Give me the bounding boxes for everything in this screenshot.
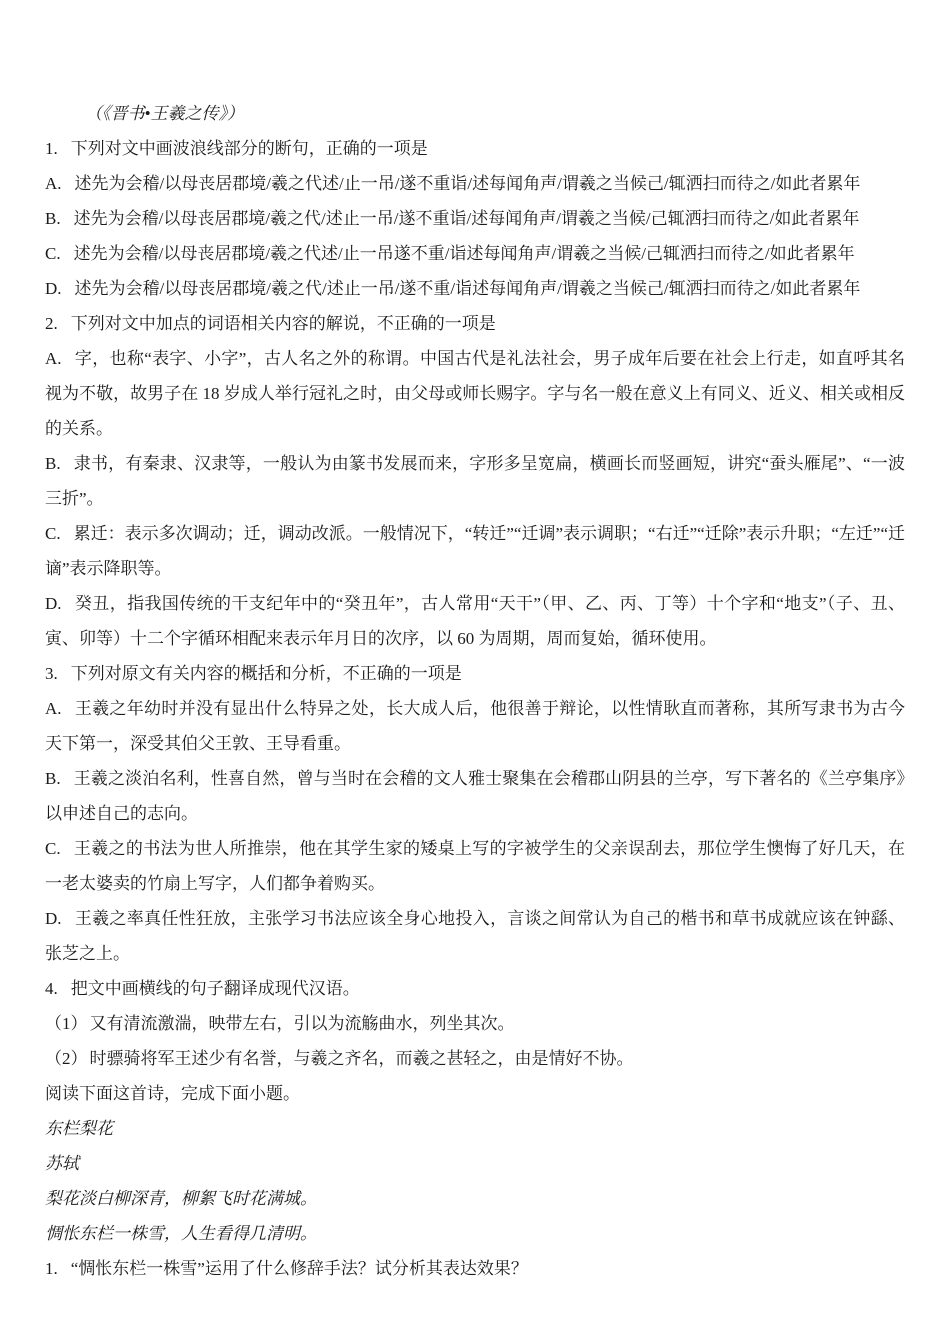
source-attribution-text: （《晋书•王羲之传》）	[85, 104, 244, 123]
q1-stem	[45, 131, 905, 166]
poem-question	[45, 1251, 905, 1286]
q1-option-d-label: D.	[45, 279, 62, 298]
poem-author-text: 苏轼	[45, 1154, 79, 1173]
q1-stem-text: 下列对文中画波浪线部分的断句，正确的一项是	[70, 139, 428, 158]
q3-stem	[45, 656, 905, 691]
q3-option-b	[45, 761, 905, 831]
q3-option-b-text: 王羲之淡泊名利，性喜自然，曾与当时在会稽的文人雅士聚集在会稽郡山阴县的兰亭，写下著名的《兰亭集序》以申述自己的志向。	[45, 769, 905, 823]
q1-option-a-text: 述先为会稽/以母丧居郡境/羲之代述/止一吊/遂不重诣/述每闻角声/谓羲之当候己/辄洒扫而待之/如此者累年	[74, 174, 861, 193]
q4-item-2	[45, 1041, 905, 1076]
q1-option-b-label: B.	[45, 209, 61, 228]
q2-stem-text: 下列对文中加点的词语相关内容的解说，不正确的一项是	[70, 314, 496, 333]
poem-author	[45, 1146, 905, 1181]
q4-item-2-label: （2）	[45, 1049, 88, 1068]
q4-item-1-text: 又有清流激湍，映带左右，引以为流觞曲水，列坐其次。	[89, 1014, 515, 1033]
q4-item-1	[45, 1006, 905, 1041]
q4-item-2-text: 时骠骑将军王述少有名誉，与羲之齐名，而羲之甚轻之，由是情好不协。	[89, 1049, 634, 1068]
q2-option-d	[45, 586, 905, 656]
q2-option-d-text: 癸丑，指我国传统的干支纪年中的“癸丑年”，古人常用“天干”（甲、乙、丙、丁等）十个字和“地支”（子、丑、寅、卯等）十二个字循环相配来表示年月日的次序，以 60 为周期，周而复始，循环使用。	[45, 594, 905, 648]
q2-stem	[45, 306, 905, 341]
q1-option-c	[45, 236, 905, 271]
q3-option-a-text: 王羲之年幼时并没有显出什么特异之处，长大成人后，他很善于辩论，以性情耿直而著称，其所写隶书为古今天下第一，深受其伯父王敦、王导看重。	[45, 699, 905, 753]
q2-number: 2.	[45, 314, 58, 333]
q3-option-c-text: 王羲之的书法为世人所推崇，他在其学生家的矮桌上写的字被学生的父亲误刮去，那位学生懊悔了好几天，在一老太婆卖的竹扇上写字，人们都争着购买。	[45, 839, 905, 893]
q2-option-b-text: 隶书，有秦隶、汉隶等，一般认为由篆书发展而来，字形多呈宽扁，横画长而竖画短，讲究“蚕头雁尾”、“一波三折”。	[45, 454, 905, 508]
q4-item-1-label: （1）	[45, 1014, 88, 1033]
q2-option-a	[45, 341, 905, 446]
q3-option-d-label: D.	[45, 909, 62, 928]
q3-stem-text: 下列对原文有关内容的概括和分析，不正确的一项是	[70, 664, 462, 683]
poem-title	[45, 1111, 905, 1146]
q4-stem-text: 把文中画横线的句子翻译成现代汉语。	[70, 979, 360, 998]
q3-option-d-text: 王羲之率真任性狂放，主张学习书法应该全身心地投入，言谈之间常认为自己的楷书和草书成就应该在钟繇、张芝之上。	[45, 909, 905, 963]
q1-option-c-text: 述先为会稽/以母丧居郡境/羲之代述/止一吊遂不重/诣述每闻角声/谓羲之当候/己辄洒扫而待之/如此者累年	[73, 244, 855, 263]
poem-question-number: 1.	[45, 1259, 58, 1278]
q3-option-b-label: B.	[45, 769, 61, 788]
q2-option-c	[45, 516, 905, 586]
q1-option-c-label: C.	[45, 244, 61, 263]
q2-option-b-label: B.	[45, 454, 61, 473]
q3-option-a	[45, 691, 905, 761]
poem-line-2	[45, 1216, 905, 1251]
q3-option-a-label: A.	[45, 699, 62, 718]
poem-line-1	[45, 1181, 905, 1216]
q3-option-c-label: C.	[45, 839, 61, 858]
q1-option-b	[45, 201, 905, 236]
q1-number: 1.	[45, 139, 58, 158]
poem-question-text: “惆怅东栏一株雪”运用了什么修辞手法？试分析其表达效果？	[70, 1259, 528, 1278]
q3-option-d	[45, 901, 905, 971]
q1-option-d-text: 述先为会稽/以母丧居郡境/羲之代/述止一吊/遂不重/诣述每闻角声/谓羲之当候己/辄洒扫而待之/如此者累年	[74, 279, 861, 298]
q4-number: 4.	[45, 979, 58, 998]
poem-line-1-text: 梨花淡白柳深青，柳絮飞时花满城。	[45, 1189, 317, 1208]
q3-number: 3.	[45, 664, 58, 683]
q2-option-d-label: D.	[45, 594, 62, 613]
q4-stem	[45, 971, 905, 1006]
q2-option-b	[45, 446, 905, 516]
q2-option-a-text: 字，也称“表字、小字”，古人名之外的称谓。中国古代是礼法社会，男子成年后要在社会上行走，如直呼其名视为不敬，故男子在 18 岁成人举行冠礼之时，由父母或师长赐字。字与名一般在意义上有同义、近义、相关或相反的关系。	[45, 349, 905, 438]
q3-option-c	[45, 831, 905, 901]
poem-section-intro	[45, 1076, 905, 1111]
q1-option-a	[45, 166, 905, 201]
q2-option-c-label: C.	[45, 524, 61, 543]
q1-option-b-text: 述先为会稽/以母丧居郡境/羲之代/述止一吊/遂不重诣/述每闻角声/谓羲之当候/己辄洒扫而待之/如此者累年	[73, 209, 860, 228]
q2-option-c-text: 累迁：表示多次调动；迁，调动改派。一般情况下，“转迁”“迁调”表示调职；“右迁”“迁除”表示升职；“左迁”“迁谪”表示降职等。	[45, 524, 905, 578]
poem-line-2-text: 惆怅东栏一株雪，人生看得几清明。	[45, 1224, 317, 1243]
poem-title-text: 东栏梨花	[45, 1119, 113, 1138]
q1-option-d	[45, 271, 905, 306]
q2-option-a-label: A.	[45, 349, 62, 368]
source-attribution	[45, 96, 905, 131]
poem-section-intro-text: 阅读下面这首诗，完成下面小题。	[45, 1084, 300, 1103]
q1-option-a-label: A.	[45, 174, 62, 193]
